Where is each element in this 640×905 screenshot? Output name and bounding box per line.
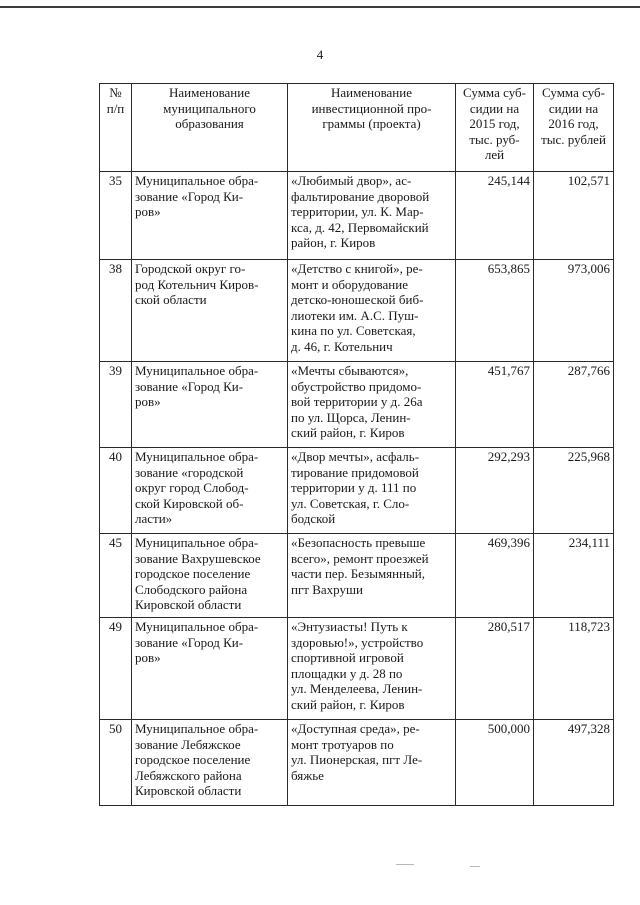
program-cell: «Любимый двор», ас- фальтирование дворовой территории, ул. К. Мар- кса, д. 42, Первомайский район, г. Киров — [288, 172, 456, 260]
header-program: Наименование инвестиционной про- граммы (проекта) — [288, 84, 456, 172]
municipality-cell: Городской округ го- род Котельнич Киров- ской области — [132, 260, 288, 362]
sum-2016-cell: 973,006 — [534, 260, 614, 362]
table-row — [100, 618, 614, 720]
header-municipality: Наименование муниципального образования — [132, 84, 288, 172]
scan-artifact — [470, 866, 480, 867]
table-row — [100, 172, 614, 260]
program-cell: «Безопасность превыше всего», ремонт проезжей части пер. Безымянный, пгт Вахруши — [288, 534, 456, 618]
header-sum-2016: Сумма суб- сидии на 2016 год, тыс. рублей — [534, 84, 614, 172]
municipality-cell: Муниципальное обра- зование «Город Ки- ров» — [132, 172, 288, 260]
table-row — [100, 362, 614, 448]
sum-2016-cell: 102,571 — [534, 172, 614, 260]
sum-2015-cell: 451,767 — [456, 362, 534, 448]
sum-2016-cell: 225,968 — [534, 448, 614, 534]
row-number: 35 — [100, 172, 132, 260]
sum-2015-cell: 653,865 — [456, 260, 534, 362]
subsidy-table — [99, 83, 614, 806]
header-sum-2015: Сумма суб- сидии на 2015 год, тыс. руб- лей — [456, 84, 534, 172]
sum-2016-cell: 118,723 — [534, 618, 614, 720]
sum-2015-cell: 500,000 — [456, 720, 534, 806]
program-cell: «Детство с книгой», ре- монт и оборудование детско-юношеской биб- лиотеки им. А.С. Пуш- кина по ул. Советская, д. 46, г. Котельнич — [288, 260, 456, 362]
program-cell: «Двор мечты», асфаль- тирование придомовой территории у д. 111 по ул. Советская, г. Сло- бодской — [288, 448, 456, 534]
row-number: 40 — [100, 448, 132, 534]
municipality-cell: Муниципальное обра- зование «Город Ки- ров» — [132, 618, 288, 720]
table-row — [100, 534, 614, 618]
program-cell: «Доступная среда», ре- монт тротуаров по ул. Пионерская, пгт Ле- бяжье — [288, 720, 456, 806]
scan-artifact — [396, 864, 414, 865]
sum-2016-cell: 287,766 — [534, 362, 614, 448]
municipality-cell: Муниципальное обра- зование «Город Ки- ров» — [132, 362, 288, 448]
municipality-cell: Муниципальное обра- зование «городской округ город Слобод- ской Кировской об- ласти» — [132, 448, 288, 534]
sum-2015-cell: 280,517 — [456, 618, 534, 720]
table-row — [100, 720, 614, 806]
table-row — [100, 260, 614, 362]
header-number: № п/п — [100, 84, 132, 172]
row-number: 38 — [100, 260, 132, 362]
row-number: 49 — [100, 618, 132, 720]
sum-2016-cell: 234,111 — [534, 534, 614, 618]
table-header-row — [100, 84, 614, 172]
table-row — [100, 448, 614, 534]
sum-2015-cell: 292,293 — [456, 448, 534, 534]
municipality-cell: Муниципальное обра- зование Лебяжское городское поселение Лебяжского района Кировской области — [132, 720, 288, 806]
sum-2016-cell: 497,328 — [534, 720, 614, 806]
sum-2015-cell: 469,396 — [456, 534, 534, 618]
municipality-cell: Муниципальное обра- зование Вахрушевское городское поселение Слободского района Кировской области — [132, 534, 288, 618]
page-number: 4 — [316, 47, 324, 62]
row-number: 45 — [100, 534, 132, 618]
program-cell: «Мечты сбываются», обустройство придомо- вой территории у д. 26а по ул. Щорса, Ленин- ский район, г. Киров — [288, 362, 456, 448]
scan-top-border — [0, 6, 640, 8]
program-cell: «Энтузиасты! Путь к здоровью!», устройство спортивной игровой площадки у д. 28 по ул. Менделеева, Ленин- ский район, г. Киров — [288, 618, 456, 720]
row-number: 50 — [100, 720, 132, 806]
row-number: 39 — [100, 362, 132, 448]
sum-2015-cell: 245,144 — [456, 172, 534, 260]
